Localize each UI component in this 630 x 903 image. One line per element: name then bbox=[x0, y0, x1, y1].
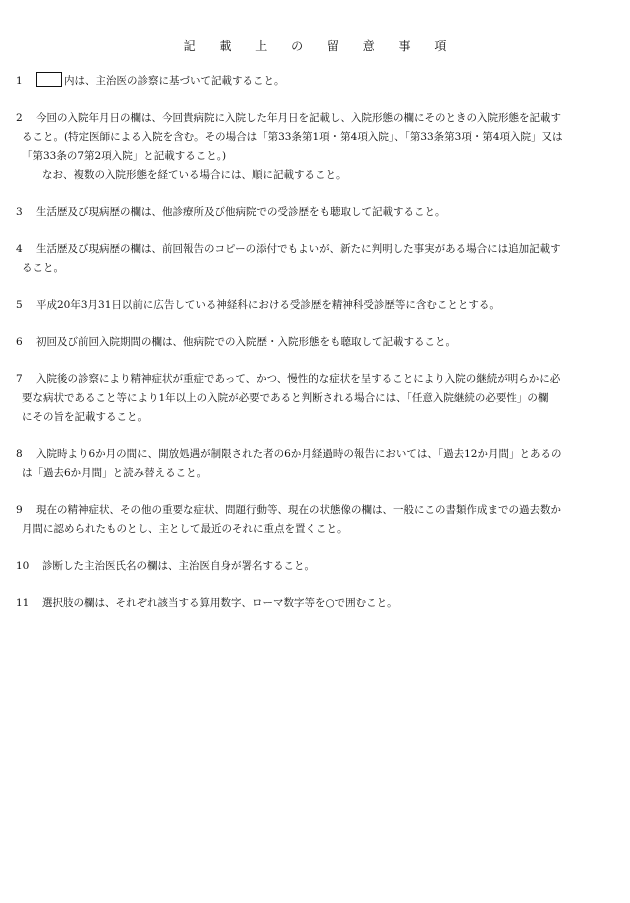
note-item-7 bbox=[16, 370, 614, 427]
note-text: 要な病状であること等により1年以上の入院が必要であると判断される場合には、「任意入院継続の必要性」の欄 bbox=[22, 392, 549, 404]
note-text: にその旨を記載すること。 bbox=[22, 411, 148, 423]
note-item-5 bbox=[16, 296, 614, 315]
note-number: 10 bbox=[16, 560, 30, 572]
note-text: 内は、主治医の診察に基づいて記載すること。 bbox=[64, 75, 285, 87]
note-text: 生活歴及び現病歴の欄は、前回報告のコピーの添付でもよいが、新たに判明した事実がある場合には追加記載す bbox=[36, 243, 561, 255]
note-text: 診断した主治医氏名の欄は、主治医自身が署名すること。 bbox=[42, 560, 315, 572]
note-text: 平成20年3月31日以前に広告している神経科における受診歴を精神科受診歴等に含むこととする。 bbox=[36, 299, 500, 311]
note-text: 入院後の診察により精神症状が重症であって、かつ、慢性的な症状を呈することにより入院の継続が明らかに必 bbox=[36, 373, 561, 385]
note-text: は「過去6か月間」と読み替えること。 bbox=[22, 467, 208, 479]
note-text: 選択肢の欄は、それぞれ該当する算用数字、ローマ数字等を○で囲むこと。 bbox=[42, 597, 398, 609]
note-item-4 bbox=[16, 240, 614, 278]
note-item-3 bbox=[16, 203, 614, 222]
note-item-6 bbox=[16, 333, 614, 352]
note-item-1 bbox=[16, 72, 614, 91]
note-number: 1 bbox=[16, 75, 23, 87]
note-text: 入院時より6か月の間に、開放処遇が制限された者の6か月経過時の報告においては、「過去12か月間」とあるの bbox=[36, 448, 562, 460]
note-text: 生活歴及び現病歴の欄は、他診療所及び他病院での受診歴をも聴取して記載すること。 bbox=[36, 206, 446, 218]
note-item-9 bbox=[16, 501, 614, 539]
note-text: ること。(特定医師による入院を含む。その場合は「第33条第1項・第4項入院」、「第33条第3項・第4項入院」又は bbox=[22, 131, 563, 143]
note-text: 現在の精神症状、その他の重要な症状、問題行動等、現在の状態像の欄は、一般にこの書類作成までの過去数か bbox=[36, 504, 561, 516]
notes-list bbox=[16, 72, 614, 631]
note-item-10 bbox=[16, 557, 614, 576]
blank-box bbox=[36, 72, 62, 87]
page-title: 記 載 上 の 留 意 事 項 bbox=[183, 39, 457, 53]
note-text: 初回及び前回入院期間の欄は、他病院での入院歴・入院形態をも聴取して記載すること。 bbox=[36, 336, 456, 348]
note-number: 5 bbox=[16, 299, 23, 311]
note-text: 今回の入院年月日の欄は、今回貴病院に入院した年月日を記載し、入院形態の欄にそのときの入院形態を記載す bbox=[36, 112, 561, 124]
note-item-8 bbox=[16, 445, 614, 483]
note-number: 9 bbox=[16, 504, 23, 516]
note-number: 8 bbox=[16, 448, 23, 460]
note-number: 7 bbox=[16, 373, 23, 385]
note-item-11 bbox=[16, 594, 614, 613]
note-number: 4 bbox=[16, 243, 23, 255]
note-text: 「第33条の7第2項入院」と記載すること。) bbox=[22, 150, 227, 162]
note-number: 6 bbox=[16, 336, 23, 348]
note-number: 2 bbox=[16, 112, 23, 124]
note-text: ること。 bbox=[22, 262, 64, 274]
note-text: 月間に認められたものとし、主として最近のそれに重点を置くこと。 bbox=[22, 523, 348, 535]
note-number: 11 bbox=[16, 597, 30, 609]
note-item-2 bbox=[16, 109, 614, 185]
note-number: 3 bbox=[16, 206, 23, 218]
note-text: なお、複数の入院形態を経ている場合には、順に記載すること。 bbox=[42, 169, 347, 181]
